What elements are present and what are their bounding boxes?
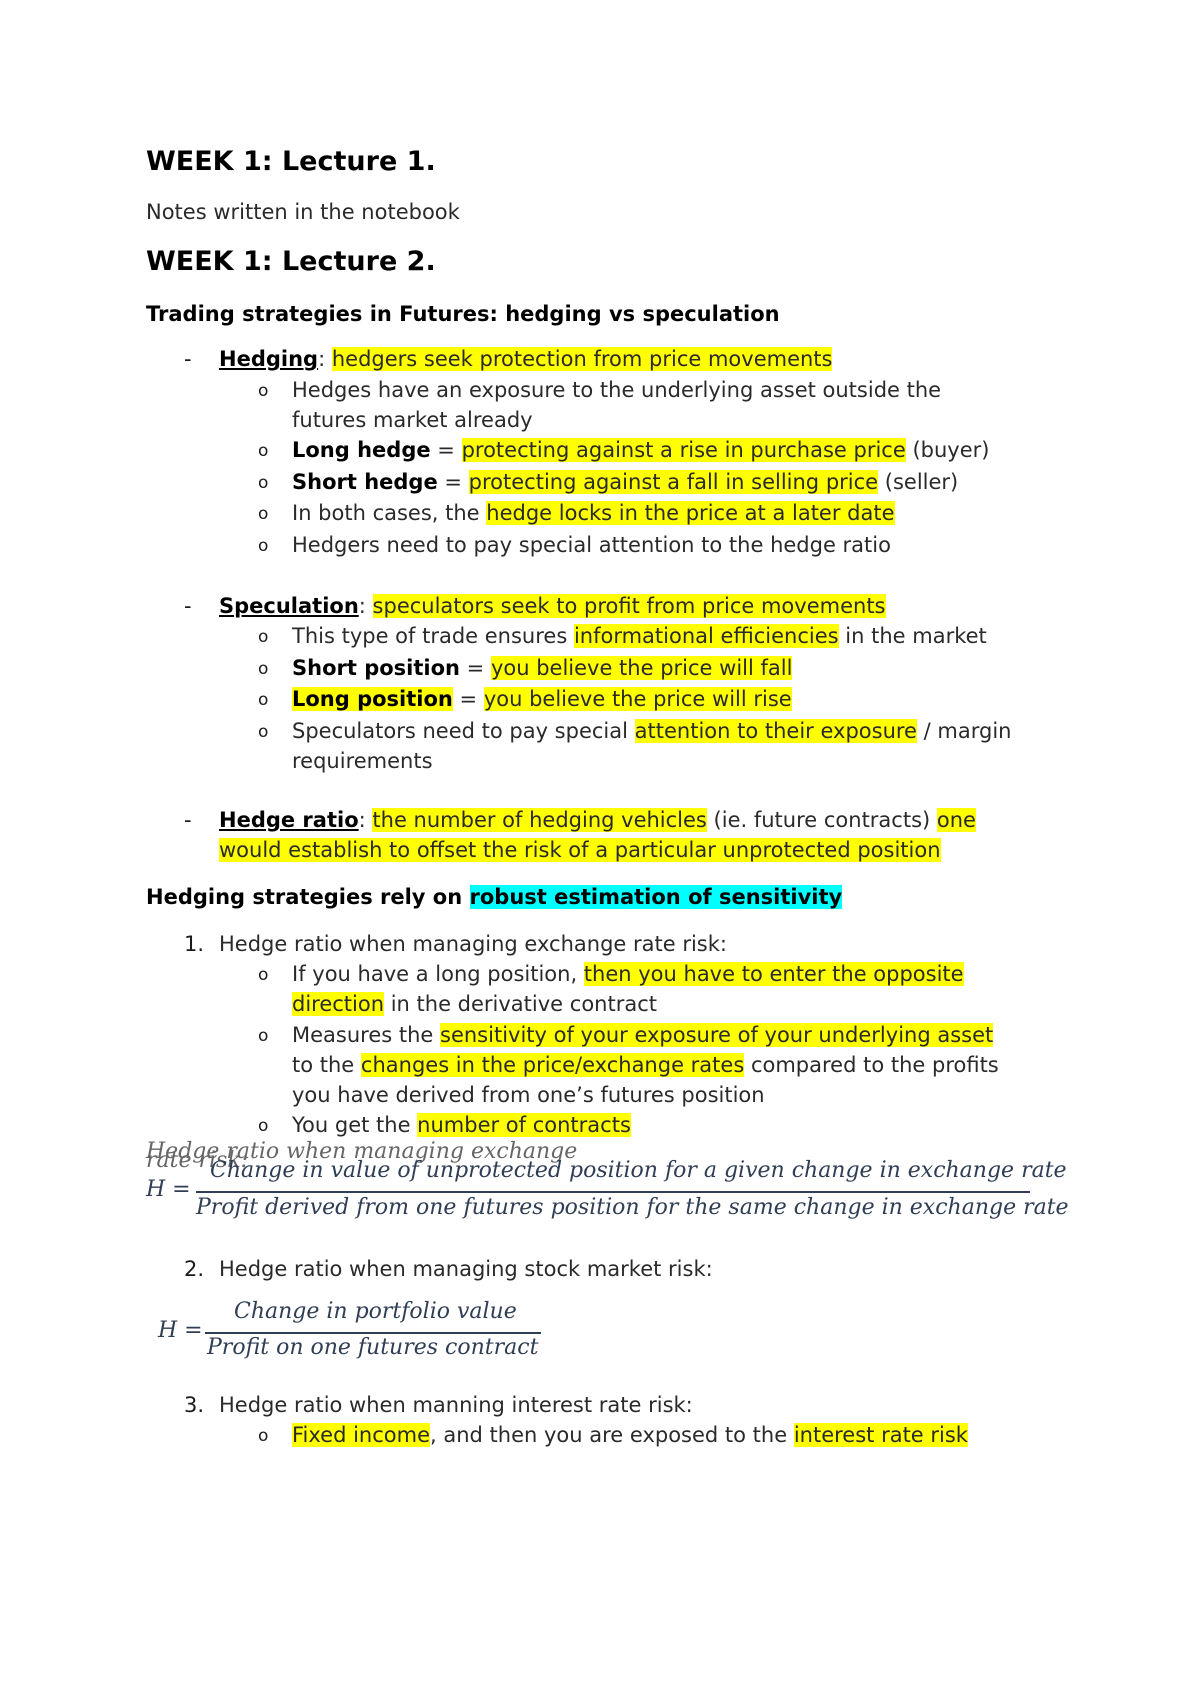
strategies-heading [146, 885, 842, 909]
cropped-caption-text: Hedge ratio when managing exchange rate risk: [146, 1139, 578, 1173]
short-hedge-tail: (seller) [878, 470, 959, 494]
direction-highlight: direction [292, 992, 385, 1016]
number-of-contracts-highlight: number of contracts [417, 1113, 631, 1137]
short-hedge-term: Short hedge [292, 470, 438, 494]
sub-bullet: o [258, 536, 269, 556]
item4-prefix: In both cases, the [292, 501, 487, 525]
hedging-definition: hedgers seek protection from price movements [331, 347, 833, 371]
lecture1-note: Notes written in the notebook [146, 200, 460, 224]
robust-estimation-highlight: robust estimation of sensitivity [469, 885, 843, 909]
dash-bullet: - [184, 808, 192, 832]
strategy-s2-line2 [292, 1053, 999, 1077]
s2-prefix: Measures the [292, 1023, 441, 1047]
sub-bullet: o [258, 1026, 269, 1046]
item4-prefix: Speculators need to pay special [292, 719, 635, 743]
formula2-lhs: H = [158, 1318, 203, 1343]
strategies-heading-prefix: Hedging strategies rely on [146, 885, 470, 909]
sub-bullet: o [258, 965, 269, 985]
formula1-fraction-bar [196, 1191, 1030, 1193]
formula1-denominator: Profit derived from one futures position for the same change in exchange rate [196, 1195, 1069, 1220]
speculation-item1 [292, 624, 987, 648]
strategy-item1: Hedge ratio when managing exchange rate risk: [219, 932, 727, 956]
hedging-item2 [292, 438, 989, 462]
long-position-highlight: you believe the price will rise [483, 687, 792, 711]
strategy-s3 [292, 1113, 631, 1137]
hedge-ratio-line2 [219, 838, 941, 862]
equals-sign: = [452, 687, 484, 711]
item4-tail: / margin [916, 719, 1012, 743]
opposite-direction-highlight: then you have to enter the opposite [583, 962, 964, 986]
sub-bullet: o [258, 1116, 269, 1136]
list-number: 1. [184, 932, 205, 956]
hedging-term: Hedging [219, 347, 319, 371]
formula2-numerator: Change in portfolio value [234, 1299, 517, 1324]
s2-line2-prefix: to the [292, 1053, 361, 1077]
sensitivity-highlight: sensitivity of your exposure of your underlying asset [440, 1023, 994, 1047]
sub-bullet: o [258, 722, 269, 742]
fixed-income-highlight: Fixed income [292, 1423, 431, 1447]
s3-prefix: You get the [292, 1113, 418, 1137]
speculation-item4-line2: requirements [292, 749, 433, 773]
hedge-ratio-highlight1: the number of hedging vehicles [372, 808, 707, 832]
speculation-line: Speculation: speculators seek to profit from price movements [219, 594, 886, 618]
item1-prefix: This type of trade ensures [292, 624, 574, 648]
attention-exposure-highlight: attention to their exposure [634, 719, 917, 743]
heading-week1-lecture2: WEEK 1: Lecture 2. [146, 246, 436, 277]
speculation-term: Speculation [219, 594, 359, 618]
heading-week1-lecture1: WEEK 1: Lecture 1. [146, 146, 436, 177]
equals-sign: = [459, 656, 491, 680]
equals-sign: = [437, 470, 469, 494]
long-position-term: Long position [292, 687, 453, 711]
formula1-numerator: Change in value of unprotected position for a given change in exchange rate [210, 1158, 1067, 1183]
speculation-definition: speculators seek to profit from price movements [372, 594, 886, 618]
hedging-item4 [292, 501, 895, 525]
hedging-item1-line2: futures market already [292, 408, 533, 432]
hedge-ratio-mid: (ie. future contracts) [706, 808, 937, 832]
dash-bullet: - [184, 594, 192, 618]
s2-line2-tail: compared to the profits [744, 1053, 999, 1077]
s1-line2-tail: in the derivative contract [384, 992, 657, 1016]
formula2-denominator: Profit on one futures contract [207, 1335, 539, 1360]
strategy-item3: Hedge ratio when manning interest rate risk: [219, 1393, 693, 1417]
sub-bullet: o [258, 473, 269, 493]
strategy-s2-line1 [292, 1023, 993, 1047]
equals-sign: = [430, 438, 462, 462]
sub-bullet: o [258, 381, 269, 401]
hedging-line: Hedging: hedgers seek protection from price movements [219, 347, 833, 371]
list-number: 3. [184, 1393, 205, 1417]
interest-rate-risk-highlight: interest rate risk [793, 1423, 968, 1447]
speculation-item4 [292, 719, 1011, 743]
strategy-s1-line2 [292, 992, 657, 1016]
sub-bullet: o [258, 441, 269, 461]
short-position-term: Short position [292, 656, 460, 680]
strategy-s4 [292, 1423, 968, 1447]
sub-bullet: o [258, 690, 269, 710]
sub-bullet: o [258, 659, 269, 679]
informational-efficiencies-highlight: informational efficiencies [573, 624, 839, 648]
sub-bullet: o [258, 1426, 269, 1446]
s1-prefix: If you have a long position, [292, 962, 584, 986]
hedging-item3 [292, 470, 958, 494]
strategy-s2-line3: you have derived from one’s futures position [292, 1083, 765, 1107]
dash-bullet: - [184, 347, 192, 371]
short-hedge-highlight: protecting against a fall in selling price [468, 470, 879, 494]
hedge-ratio-line2-highlight: would establish to offset the risk of a particular unprotected position [219, 838, 941, 862]
hedge-locks-highlight: hedge locks in the price at a later date [486, 501, 895, 525]
formula2-fraction-bar [205, 1332, 541, 1334]
long-hedge-tail: (buyer) [905, 438, 990, 462]
short-position-highlight: you believe the price will fall [490, 656, 793, 680]
sub-bullet: o [258, 504, 269, 524]
list-number: 2. [184, 1257, 205, 1281]
strategy-s1-line1 [292, 962, 964, 986]
strategy-item2: Hedge ratio when managing stock market risk: [219, 1257, 713, 1281]
speculation-item2 [292, 656, 792, 680]
changes-price-highlight: changes in the price/exchange rates [360, 1053, 745, 1077]
section-subtitle: Trading strategies in Futures: hedging vs speculation [146, 302, 780, 326]
hedge-ratio-term: Hedge ratio [219, 808, 359, 832]
hedging-item5: Hedgers need to pay special attention to the hedge ratio [292, 533, 891, 557]
speculation-item3 [292, 687, 792, 711]
formula1-lhs: H = [146, 1177, 191, 1202]
item1-tail: in the market [838, 624, 987, 648]
hedging-item1-line1: Hedges have an exposure to the underlying asset outside the [292, 378, 942, 402]
long-hedge-term: Long hedge [292, 438, 431, 462]
hedge-ratio-highlight2: one [936, 808, 976, 832]
s4-mid: , and then you are exposed to the [430, 1423, 794, 1447]
cropped-caption-remnant [146, 1139, 616, 1173]
long-hedge-highlight: protecting against a rise in purchase price [461, 438, 906, 462]
hedge-ratio-line1: Hedge ratio: the number of hedging vehicles (ie. future contracts) one [219, 808, 976, 832]
sub-bullet: o [258, 627, 269, 647]
